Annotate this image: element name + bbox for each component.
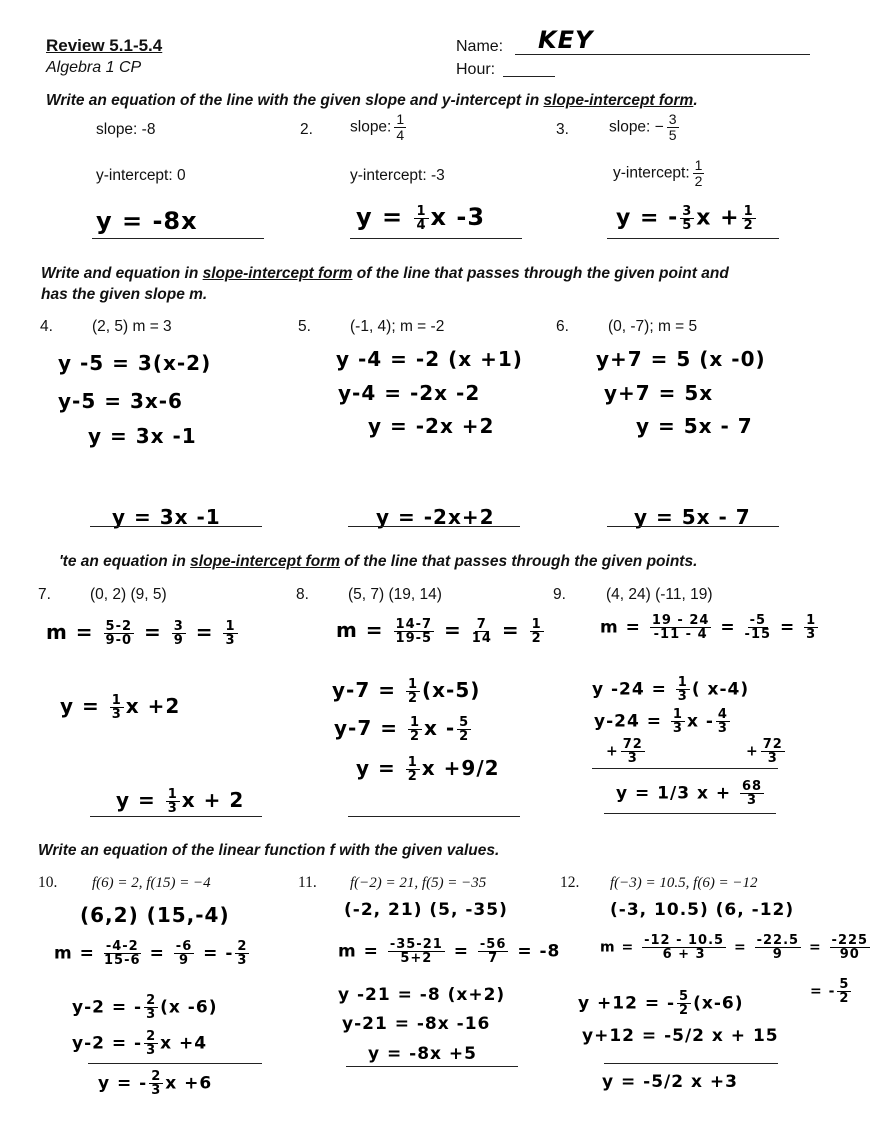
section2-instruction: Write and equation in slope-intercept form of the line that passes through the given point and xyxy=(41,265,729,282)
p4-num: 4. xyxy=(40,318,53,335)
p10-work-2: y-2 = - $\frac{2}{3}$ x +4 xyxy=(72,1029,208,1058)
p1-answer-line xyxy=(92,238,264,239)
p4-answer-line xyxy=(90,526,262,527)
p9-work-2: y-24 = $\frac{1}{3}$ x - $\frac{4}{3}$ xyxy=(594,707,728,736)
p2-yint: y-intercept: -3 xyxy=(350,167,445,184)
p5-work-3: y = -2x +2 xyxy=(368,414,495,438)
p8-answer-line xyxy=(348,816,520,817)
p10-num: 10. xyxy=(38,874,58,891)
section4-instruction: Write an equation of the linear function f with the given values. xyxy=(38,842,500,859)
p9-sum-line xyxy=(592,768,778,769)
p1-answer: y = -8x xyxy=(96,207,198,235)
p11-points: (-2, 21) (5, -35) xyxy=(344,900,508,920)
p10-answer-line xyxy=(88,1063,262,1064)
p4-work-2: y-5 = 3x-6 xyxy=(58,389,183,413)
p2-answer: y = $\frac{1}{4}$ x -3 xyxy=(356,203,486,233)
p2-answer-line xyxy=(350,238,522,239)
hour-label: Hour: xyxy=(456,61,496,78)
p9-work-1: y -24 = $\frac{1}{3}$ ( x-4) xyxy=(592,675,750,704)
p8-work-3: y = $\frac{1}{2}$ x +9/2 xyxy=(356,755,500,784)
p12-given: f(−3) = 10.5, f(6) = −12 xyxy=(610,875,758,891)
p12-points: (-3, 10.5) (6, -12) xyxy=(610,900,795,920)
p3-slope: slope: − $\frac{3}{5}$ xyxy=(609,111,677,143)
p1-slope: slope: -8 xyxy=(96,121,156,138)
p7-num: 7. xyxy=(38,586,51,603)
p6-answer-line xyxy=(607,526,779,527)
p8-work-2: y-7 = $\frac{1}{2}$ x - $\frac{5}{2}$ xyxy=(334,715,470,744)
p7-slope-work: m = $\frac{5-2}{9-0}$ = $\frac{3}{9}$ = $\frac{1}{3}$ xyxy=(46,619,236,648)
section2-instruction-line2: has the given slope m. xyxy=(41,286,208,303)
p12-slope-work: m = $\frac{-12 - 10.5}{6 + 3}$ = $\frac{-22.5}{9}$ = $\frac{-225}{90}$ xyxy=(600,933,869,962)
name-value: KEY xyxy=(538,26,594,54)
p10-work-1: y-2 = - $\frac{2}{3}$ (x -6) xyxy=(72,993,218,1022)
p4-answer: y = 3x -1 xyxy=(112,505,221,529)
p12-work-1: y +12 = - $\frac{5}{2}$ (x-6) xyxy=(578,989,744,1018)
p6-work-1: y+7 = 5 (x -0) xyxy=(596,347,766,371)
p12-answer: y = -5/2 x +3 xyxy=(602,1072,738,1092)
section1-instruction: Write an equation of the line with the given slope and y-intercept in slope-intercept form. xyxy=(46,92,698,109)
p5-work-1: y -4 = -2 (x +1) xyxy=(336,347,523,371)
p6-num: 6. xyxy=(556,318,569,335)
p1-yint: y-intercept: 0 xyxy=(96,167,186,184)
p9-answer-line xyxy=(604,813,776,814)
p4-work-1: y -5 = 3(x-2) xyxy=(58,351,212,375)
name-label: Name: xyxy=(456,38,504,55)
p3-answer-line xyxy=(607,238,779,239)
p12-slope-result: = - $\frac{5}{2}$ xyxy=(810,977,850,1006)
p8-given: (5, 7) (19, 14) xyxy=(348,586,442,603)
p11-answer-line xyxy=(346,1066,518,1067)
p11-num: 11. xyxy=(298,874,317,891)
p6-work-2: y+7 = 5x xyxy=(604,381,714,405)
p5-answer: y = -2x+2 xyxy=(376,505,495,529)
p7-given: (0, 2) (9, 5) xyxy=(90,586,167,603)
p2-num: 2. xyxy=(300,121,313,138)
p8-num: 8. xyxy=(296,586,309,603)
worksheet-title: Review 5.1-5.4 xyxy=(46,36,163,55)
p9-answer: y = 1/3 x + $\frac{68}{3}$ xyxy=(616,779,763,808)
p6-given: (0, -7); m = 5 xyxy=(608,318,698,335)
p10-answer: y = - $\frac{2}{3}$ x +6 xyxy=(98,1069,213,1098)
p11-work-2: y-21 = -8x -16 xyxy=(342,1014,491,1034)
p3-yint: y-intercept: $\frac{1}{2}$ xyxy=(613,157,703,189)
p7-work-2: y = $\frac{1}{3}$ x +2 xyxy=(60,693,181,722)
p9-given: (4, 24) (-11, 19) xyxy=(606,586,713,603)
p3-num: 3. xyxy=(556,121,569,138)
p9-add-left: + $\frac{72}{3}$ xyxy=(606,737,643,766)
p7-answer: y = $\frac{1}{3}$ x + 2 xyxy=(116,787,245,816)
p10-slope-work: m = $\frac{-4-2}{15-6}$ = $\frac{-6}{9}$ = - $\frac{2}{3}$ xyxy=(54,939,248,968)
p7-answer-line xyxy=(90,816,262,817)
p8-work-1: y-7 = $\frac{1}{2}$ (x-5) xyxy=(332,677,481,706)
p5-answer-line xyxy=(348,526,520,527)
p5-num: 5. xyxy=(298,318,311,335)
p6-work-3: y = 5x - 7 xyxy=(636,414,753,438)
p12-answer-line xyxy=(604,1063,778,1064)
p3-answer: y = - $\frac{3}{5}$ x + $\frac{1}{2}$ xyxy=(616,204,754,233)
p9-slope-work: m = $\frac{19 - 24}{-11 - 4}$ = $\frac{-5}{-15}$ = $\frac{1}{3}$ xyxy=(600,613,817,642)
p2-slope: slope: $\frac{1}{4}$ xyxy=(350,111,405,143)
name-underline xyxy=(515,54,810,55)
p5-work-2: y-4 = -2x -2 xyxy=(338,381,481,405)
p11-slope-work: m = $\frac{-35-21}{5+2}$ = $\frac{-56}{7}$ = -8 xyxy=(338,937,561,966)
p11-work-1: y -21 = -8 (x+2) xyxy=(338,985,506,1005)
p4-given: (2, 5) m = 3 xyxy=(92,318,172,335)
hour-underline xyxy=(503,76,555,77)
section3-instruction: 'te an equation in slope-intercept form of the line that passes through the given points. xyxy=(59,553,698,570)
p9-num: 9. xyxy=(553,586,566,603)
p9-add-right: + $\frac{72}{3}$ xyxy=(746,737,783,766)
p12-num: 12. xyxy=(560,874,580,891)
p11-answer: y = -8x +5 xyxy=(368,1044,478,1064)
course-label: Algebra 1 CP xyxy=(46,59,142,76)
p11-given: f(−2) = 21, f(5) = −35 xyxy=(350,875,487,891)
p10-given: f(6) = 2, f(15) = −4 xyxy=(92,875,211,891)
p4-work-3: y = 3x -1 xyxy=(88,424,197,448)
p8-slope-work: m = $\frac{14-7}{19-5}$ = $\frac{7}{14}$ = $\frac{1}{2}$ xyxy=(336,617,542,646)
p5-given: (-1, 4); m = -2 xyxy=(350,318,445,335)
p10-points: (6,2) (15,-4) xyxy=(80,903,230,927)
p12-work-2: y+12 = -5/2 x + 15 xyxy=(582,1026,779,1046)
p6-answer: y = 5x - 7 xyxy=(634,505,751,529)
